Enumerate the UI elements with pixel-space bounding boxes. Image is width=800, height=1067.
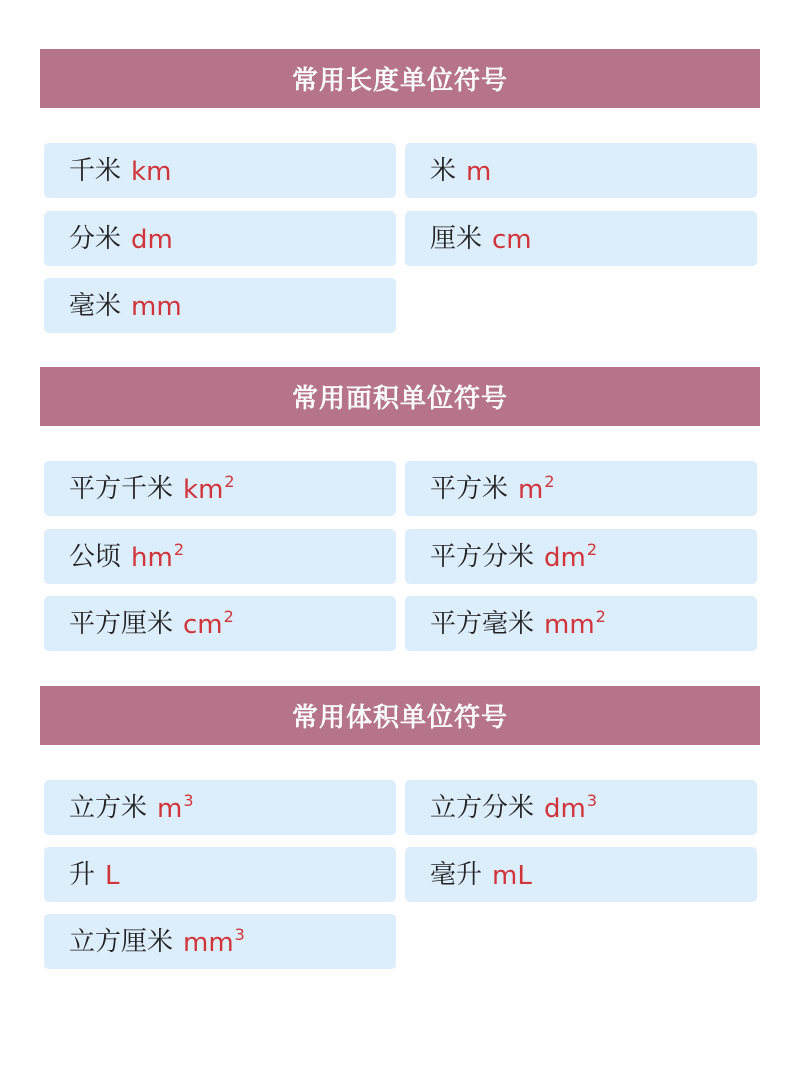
- unit-name: 平方分米: [430, 541, 535, 572]
- unit-name: 毫米: [69, 290, 122, 321]
- unit-name: 平方毫米: [430, 608, 535, 639]
- unit-symbol: $mm^2$: [544, 607, 606, 640]
- unit-card-kilometer: [44, 143, 396, 198]
- unit-name: 平方厘米: [69, 608, 174, 639]
- unit-card-millimeter: [44, 278, 396, 333]
- unit-name: 立方分米: [430, 792, 535, 823]
- unit-card-cubic-decimeter: [405, 780, 757, 835]
- unit-name: 立方米: [69, 792, 148, 823]
- unit-card-meter: [405, 143, 757, 198]
- unit-exponent: 2: [223, 607, 234, 626]
- unit-card-square-meter: [405, 461, 757, 516]
- unit-card-hectare: [44, 529, 396, 584]
- unit-symbol: $dm^3$: [544, 791, 598, 824]
- unit-exponent: 3: [586, 791, 598, 810]
- unit-card-centimeter: [405, 211, 757, 266]
- unit-symbol: $km^2$: [183, 472, 235, 505]
- unit-card-decimeter: [44, 211, 396, 266]
- unit-symbol: $dm^2$: [544, 540, 598, 573]
- unit-symbol: dm: [131, 225, 173, 255]
- unit-name: 升: [69, 859, 96, 890]
- unit-exponent: 2: [544, 472, 555, 491]
- unit-symbol: $cm^2$: [183, 607, 234, 640]
- unit-card-cubic-centimeter: [44, 914, 396, 969]
- unit-symbol: $m^3$: [157, 791, 194, 824]
- unit-name: 米: [430, 155, 457, 186]
- unit-symbol: km: [131, 157, 172, 187]
- unit-card-milliliter: [405, 847, 757, 902]
- unit-name: 厘米: [430, 223, 483, 254]
- unit-symbol: $mm^3$: [183, 925, 245, 958]
- unit-card-square-decimeter: [405, 529, 757, 584]
- section-header-area: 常用面积单位符号: [40, 367, 760, 426]
- unit-exponent: 3: [183, 791, 194, 810]
- unit-name: 千米: [69, 155, 122, 186]
- unit-symbol: $m^2$: [518, 472, 555, 505]
- unit-exponent: 2: [586, 540, 598, 559]
- unit-name: 立方厘米: [69, 926, 174, 957]
- unit-card-square-centimeter: [44, 596, 396, 651]
- unit-symbol: mm: [131, 292, 182, 322]
- unit-name: 平方米: [430, 473, 509, 504]
- section-header-length: 常用长度单位符号: [40, 49, 760, 108]
- unit-name: 公顷: [69, 541, 122, 572]
- unit-name: 平方千米: [69, 473, 174, 504]
- unit-card-cubic-meter: [44, 780, 396, 835]
- unit-exponent: 2: [224, 472, 235, 491]
- unit-card-liter: [44, 847, 396, 902]
- unit-card-square-kilometer: [44, 461, 396, 516]
- unit-symbol: $hm^2$: [131, 540, 185, 573]
- unit-symbol: m: [466, 157, 492, 187]
- unit-name: 分米: [69, 223, 122, 254]
- unit-exponent: 2: [595, 607, 606, 626]
- unit-symbol: mL: [492, 861, 532, 891]
- unit-name: 毫升: [430, 859, 483, 890]
- unit-exponent: 2: [173, 540, 185, 559]
- unit-card-square-millimeter: [405, 596, 757, 651]
- unit-symbol: cm: [492, 225, 532, 255]
- unit-exponent: 3: [234, 925, 245, 944]
- unit-symbol: L: [105, 861, 120, 891]
- section-header-volume: 常用体积单位符号: [40, 686, 760, 745]
